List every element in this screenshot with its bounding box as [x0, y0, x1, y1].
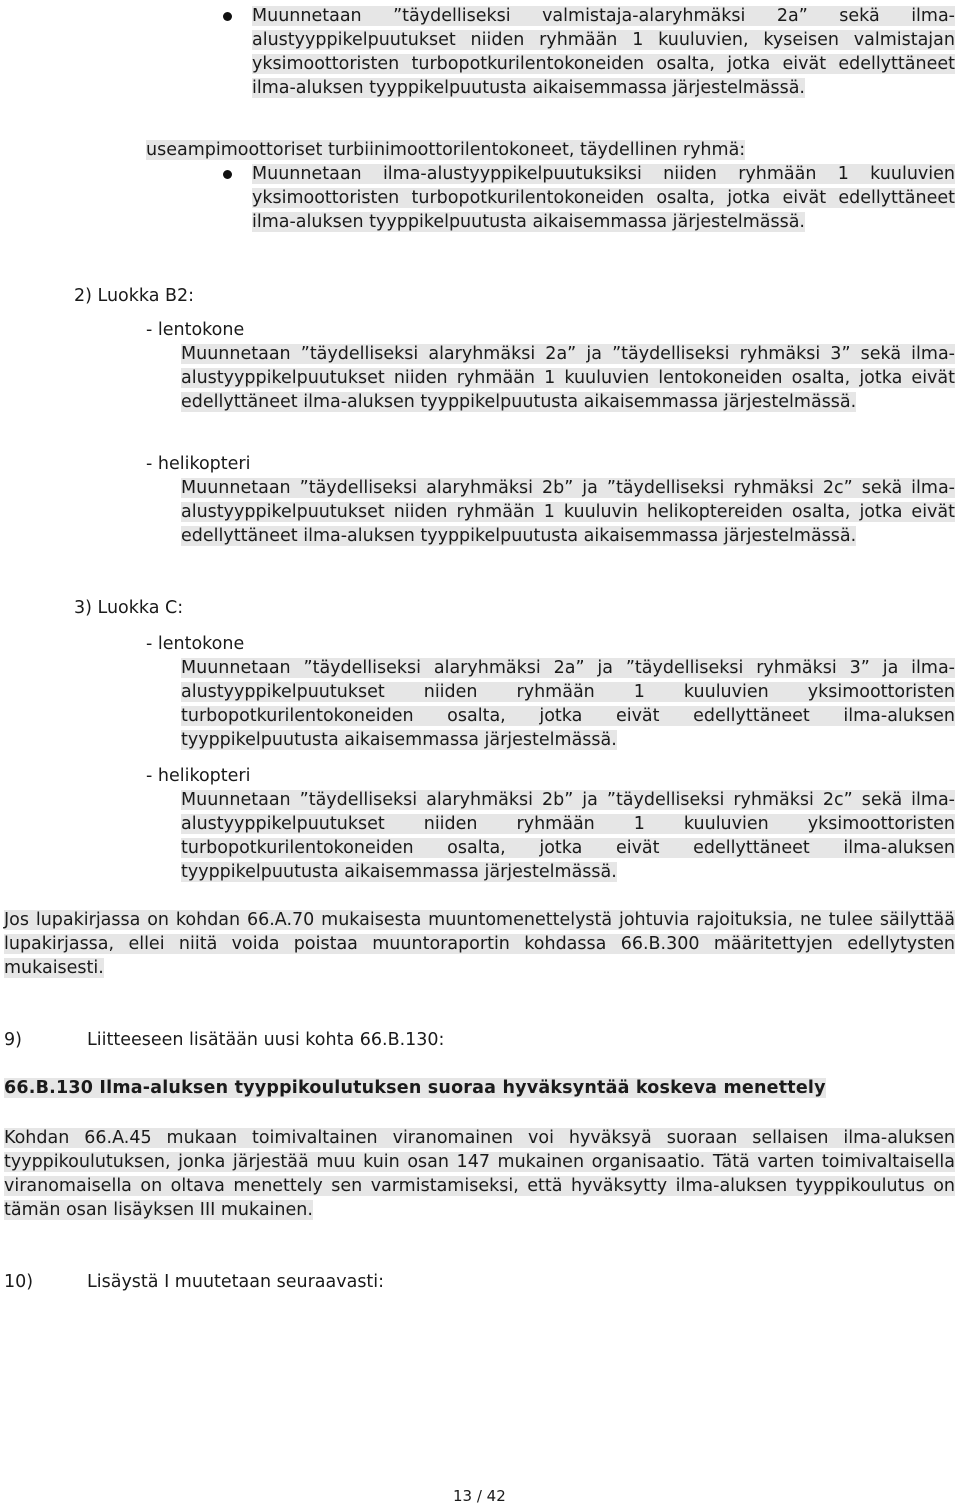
item-number-9: 9): [4, 1030, 22, 1050]
section-heading-66b130: 66.B.130 Ilma-aluksen tyyppikoulutuksen suoraa hyväksyntää koskeva menettely: [4, 1078, 826, 1098]
subcategory-label-aeroplane: - lentokone: [146, 634, 245, 654]
bullet-icon: [223, 170, 232, 179]
subcategory-label-aeroplane: - lentokone: [146, 320, 245, 340]
b2-aeroplane-paragraph: Muunnetaan ”täydelliseksi alaryhmäksi 2a” ja ”täydelliseksi ryhmäksi 3” sekä ilma-alustyyppikelpuutukset niiden ryhmään 1 kuuluvien lentokoneiden osalta, jotka eivät edellyttäneet ilma-aluksen tyyppikelpuutusta aikaisemmassa järjestelmässä.: [181, 344, 955, 412]
bullet-paragraph-multi-engine: Muunnetaan ilma-alustyyppikelpuutuksiksi niiden ryhmään 1 kuuluvien yksimoottoristen turbopotkurilentokoneiden osalta, jotka eivät edellyttäneet ilma-aluksen tyyppikelpuutusta aikaisemmassa järjestelmässä.: [252, 164, 955, 232]
c-helicopter-paragraph: Muunnetaan ”täydelliseksi alaryhmäksi 2b” ja ”täydelliseksi ryhmäksi 2c” sekä ilma-alustyyppikelpuutukset niiden ryhmään 1 kuuluvien yksimoottoristen turbopotkurilentokoneiden osalta, jotka eivät edellyttäneet ilma-aluksen tyyppikelpuutusta aikaisemmassa järjestelmässä.: [181, 790, 955, 882]
bullet-icon: [223, 12, 232, 21]
bullet-paragraph-valmistaja: Muunnetaan ”täydelliseksi valmistaja-alaryhmäksi 2a” sekä ilma-alustyyppikelpuutukset niiden ryhmään 1 kuuluvien, kyseisen valmistajan yksimoottoristen turbopotkurilentokoneiden osalta, jotka eivät edellyttäneet ilma-aluksen tyyppikelpuutusta aikaisemmassa järjestelmässä.: [252, 6, 955, 98]
b2-helicopter-paragraph: Muunnetaan ”täydelliseksi alaryhmäksi 2b” ja ”täydelliseksi ryhmäksi 2c” sekä ilma-alustyyppikelpuutukset niiden ryhmään 1 kuuluvin helikoptereiden osalta, jotka eivät edellyttäneet ilma-aluksen tyyppikelpuutusta aikaisemmassa järjestelmässä.: [181, 478, 955, 546]
limitations-paragraph: Jos lupakirjassa on kohdan 66.A.70 mukaisesta muuntomenettelystä johtuvia rajoituksia, ne tulee säilyttää lupakirjassa, ellei niitä voida poistaa muuntoraportin kohdassa 66.B.300 määritettyjen edellytysten mukaisesti.: [4, 910, 955, 978]
subheading-multi-engine: useampimoottoriset turbiinimoottorilentokoneet, täydellinen ryhmä:: [146, 140, 746, 160]
item-10-text: Lisäystä I muutetaan seuraavasti:: [87, 1272, 385, 1292]
item-9-text: Liitteeseen lisätään uusi kohta 66.B.130:: [87, 1030, 445, 1050]
page-number: 13 / 42: [453, 1487, 506, 1505]
c-aeroplane-paragraph: Muunnetaan ”täydelliseksi alaryhmäksi 2a” ja ”täydelliseksi ryhmäksi 3” ja ilma-alustyyppikelpuutukset niiden ryhmään 1 kuuluvien yksimoottoristen turbopotkurilentokoneiden osalta, jotka eivät edellyttäneet ilma-aluksen tyyppikelpuutusta aikaisemmassa järjestelmässä.: [181, 658, 955, 750]
category-label-c: 3) Luokka C:: [74, 598, 184, 618]
subcategory-label-helicopter: - helikopteri: [146, 454, 251, 474]
section-66b130-paragraph: Kohdan 66.A.45 mukaan toimivaltainen viranomainen voi hyväksyä suoraan sellaisen ilma-aluksen tyyppikoulutuksen, jonka järjestää muu kuin osan 147 mukainen organisaatio. Tätä varten toimivaltaisella viranomaisella on oltava menettely sen varmistamiseksi, että hyväksytty ilma-aluksen tyyppikoulutus on tämän osan lisäyksen III mukainen.: [4, 1128, 955, 1220]
item-number-10: 10): [4, 1272, 34, 1292]
category-label-b2: 2) Luokka B2:: [74, 286, 195, 306]
subcategory-label-helicopter: - helikopteri: [146, 766, 251, 786]
